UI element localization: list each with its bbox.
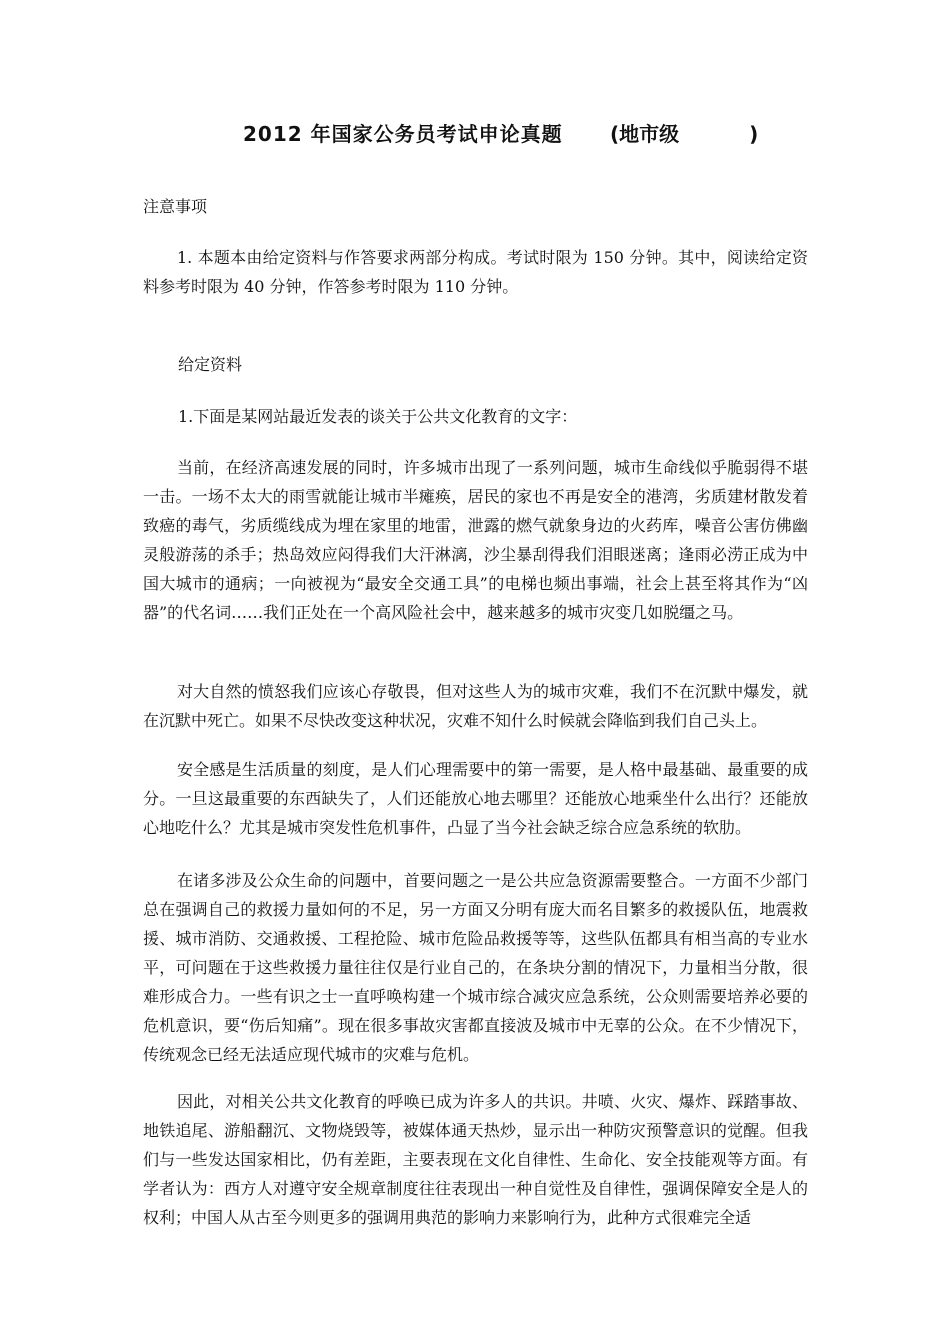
exam-level-close: )	[749, 122, 759, 146]
exam-level-label: (地市级	[610, 122, 680, 146]
materials-heading: 给定资料	[178, 355, 243, 374]
notice-heading: 注意事项	[143, 197, 208, 216]
exam-level-tag	[610, 118, 758, 147]
paragraph-3: 安全感是生活质量的刻度，是人们心理需要中的第一需要，是人格中最基础、最重要的成分。一旦这最重要的东西缺失了，人们还能放心地去哪里？还能放心地乘坐什么出行？还能放心地吃什么？尤其是城市突发性危机事件，凸显了当今社会缺乏综合应急系统的软肋。	[143, 760, 808, 837]
paragraph-1: 当前，在经济高速发展的同时，许多城市出现了一系列问题，城市生命线似乎脆弱得不堪一击。一场不太大的雨雪就能让城市半瘫痪，居民的家也不再是安全的港湾，劣质建材散发着致癌的毒气，劣质缆线成为埋在家里的地雷，泄露的燃气就象身边的火药库，噪音公害仿佛幽灵般游荡的杀手；热岛效应闷得我们大汗淋漓，沙尘暴刮得我们泪眼迷离；逢雨必涝正成为中国大城市的通病；一向被视为“最安全交通工具”的电梯也频出事端，社会上甚至将其作为“凶器”的代名词……我们正处在一个高风险社会中，越来越多的城市灾变几如脱缰之马。	[143, 458, 808, 622]
paragraph-4: 在诸多涉及公众生命的问题中，首要问题之一是公共应急资源需要整合。一方面不少部门总在强调自己的救援力量如何的不足，另一方面又分明有庞大而名目繁多的救援队伍，地震救援、城市消防、交通救援、工程抢险、城市危险品救援等等，这些队伍都具有相当高的专业水平，可问题在于这些救援力量往往仅是行业自己的，在条块分割的情况下，力量相当分散，很难形成合力。一些有识之士一直呼唤构建一个城市综合减灾应急系统，公众则需要培养必要的危机意识，要“伤后知痛”。现在很多事故灾害都直接波及城市中无辜的公众。在不少情况下，传统观念已经无法适应现代城市的灾难与危机。	[143, 871, 808, 1064]
paragraph-2: 对大自然的愤怒我们应该心存敬畏，但对这些人为的城市灾难，我们不在沉默中爆发，就在沉默中死亡。如果不尽快改变这种状况，灾难不知什么时候就会降临到我们自己头上。	[143, 682, 808, 730]
title-row	[0, 118, 950, 158]
material-1-intro: 1.下面是某网站最近发表的谈关于公共文化教育的文字：	[178, 407, 578, 426]
document-title: 2012 年国家公务员考试申论真题	[243, 122, 563, 146]
notice-item: 1. 本题本由给定资料与作答要求两部分构成。考试时限为 150 分钟。其中，阅读给定资料参考时限为 40 分钟，作答参考时限为 110 分钟。	[143, 248, 808, 296]
paragraph-5: 因此，对相关公共文化教育的呼唤已成为许多人的共识。井喷、火灾、爆炸、踩踏事故、地铁追尾、游船翻沉、文物烧毁等，被媒体通天热炒，显示出一种防灾预警意识的觉醒。但我们与一些发达国家相比，仍有差距，主要表现在文化自律性、生命化、安全技能观等方面。有学者认为：西方人对遵守安全规章制度往往表现出一种自觉性及自律性，强调保障安全是人的权利；中国人从古至今则更多的强调用典范的影响力来影响行为，此种方式很难完全适	[143, 1092, 808, 1227]
